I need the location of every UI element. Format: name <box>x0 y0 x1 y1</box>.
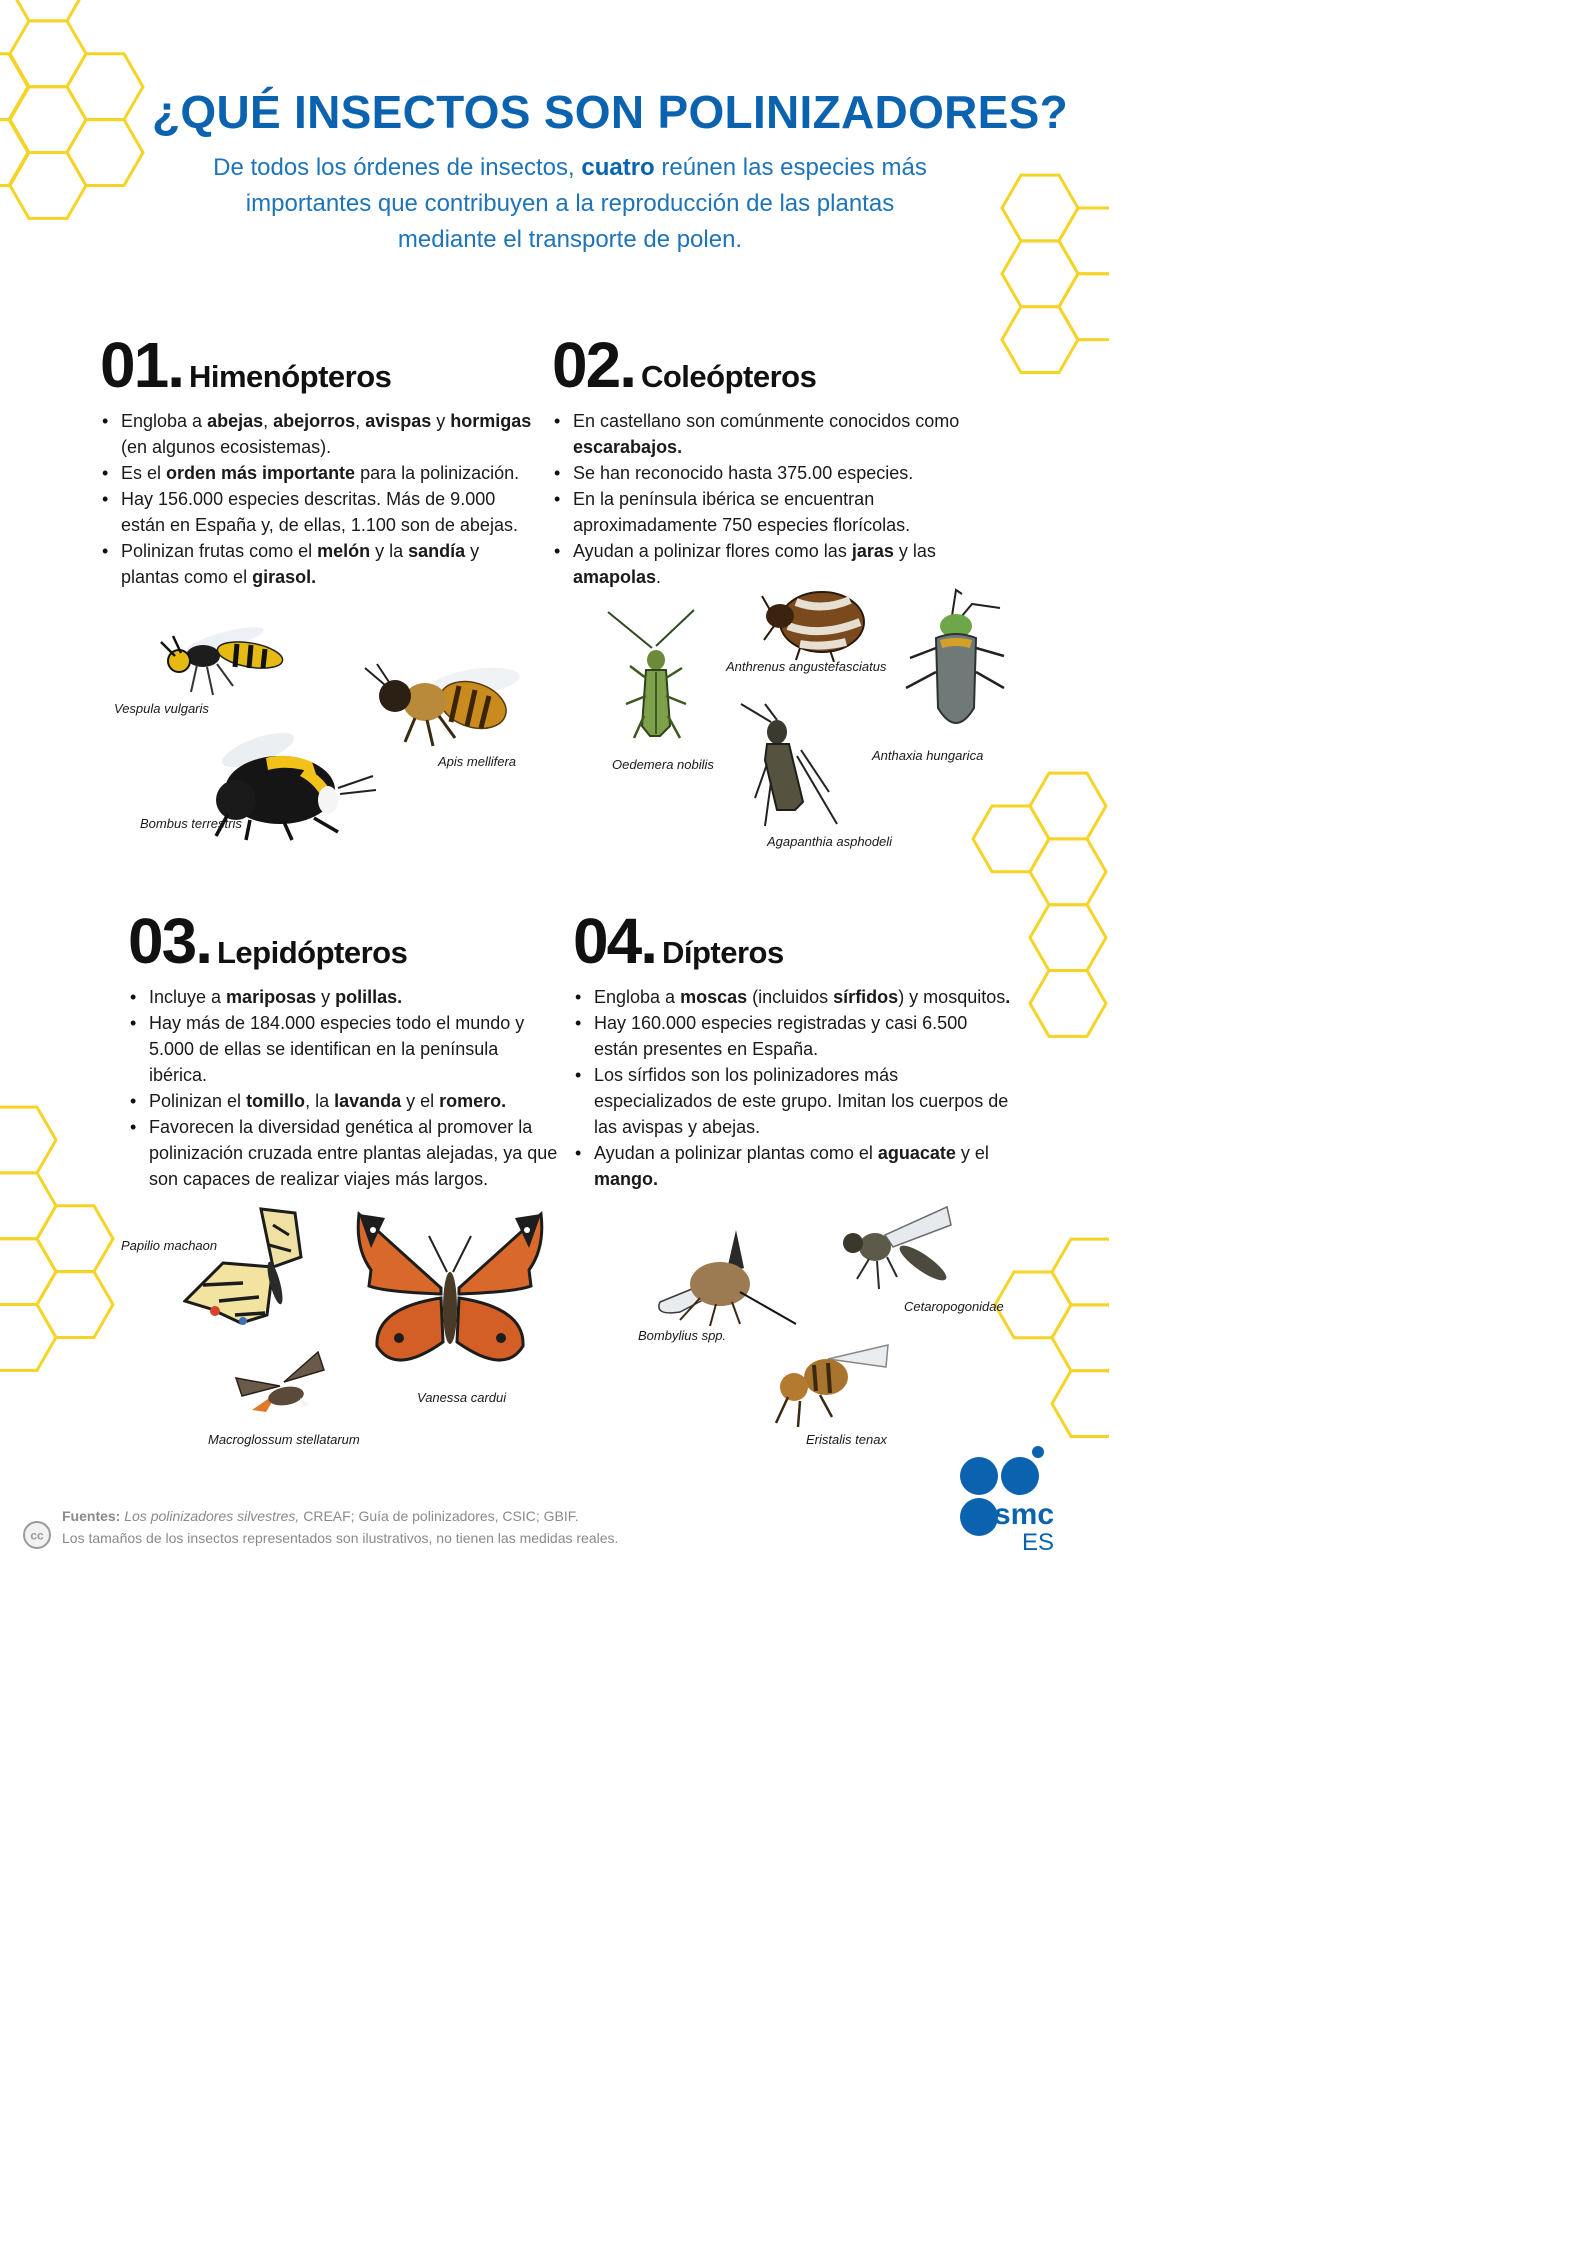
bullet-item: • Hay más de 184.000 especies todo el mundo y 5.000 de ellas se identifican en la península ibérica. <box>128 1010 558 1088</box>
bullet-list <box>100 408 540 590</box>
bullet-item: • Hay 156.000 especies descritas. Más de 9.000 están en España y, de ellas, 1.100 son de abejas. <box>100 486 540 538</box>
bullet-item: • Se han reconocido hasta 375.00 especies. <box>552 460 1002 486</box>
honeycomb-cell <box>37 1206 113 1272</box>
species-label: Agapanthia asphodeli <box>767 834 893 849</box>
species-label: Apis mellifera <box>438 754 517 769</box>
honeycomb-cell <box>1030 905 1106 971</box>
bullet-item: • Engloba a abejas, abejorros, avispas y hormigas (en algunos ecosistemas). <box>100 408 540 460</box>
section-coleopteros <box>552 328 1002 590</box>
eristalis-illustration <box>768 1325 893 1430</box>
honeycomb-cell <box>10 153 86 219</box>
species-label: Cetaropogonidae <box>904 1299 1004 1314</box>
footer <box>62 1505 618 1549</box>
wasp-illustration <box>155 620 305 705</box>
honeycomb-cell <box>1030 839 1106 905</box>
honeycomb-cell <box>1052 1305 1109 1371</box>
bullet-item: • Incluye a mariposas y polillas. <box>128 984 558 1010</box>
bullet-item: • Es el orden más importante para la polinización. <box>100 460 540 486</box>
bullet-item: • Ayudan a polinizar plantas como el aguacate y el mango. <box>573 1140 1013 1192</box>
bullet-list <box>128 984 558 1192</box>
logo-text-es: ES <box>1021 1529 1054 1554</box>
painted-lady-illustration <box>355 1208 545 1378</box>
hummingbird-moth-illustration <box>230 1348 330 1423</box>
bullet-item: • Ayudan a polinizar flores como las jaras y las amapolas. <box>552 538 1002 590</box>
section-number: 03. <box>128 905 211 977</box>
section-title: Dípteros <box>661 935 784 970</box>
bullet-item: • En castellano son comúnmente conocidos como escarabajos. <box>552 408 1002 460</box>
species-label: Vanessa cardui <box>417 1390 507 1405</box>
species-label: Papilio machaon <box>121 1238 218 1253</box>
section-title: Coleópteros <box>640 359 817 394</box>
section-number: 01. <box>100 329 183 401</box>
bullet-item: • Hay 160.000 especies registradas y casi 6.500 están presentes en España. <box>573 1010 1013 1062</box>
honeycomb-cell <box>973 806 1049 872</box>
cc-icon <box>22 1520 52 1550</box>
oedemera-illustration <box>600 608 705 753</box>
honeycomb-cell <box>1002 241 1078 307</box>
honeycomb-cell <box>10 21 86 87</box>
species-label: Anthaxia hungarica <box>872 748 984 763</box>
bullet-item: • Engloba a moscas (incluidos sírfidos) y mosquitos. <box>573 984 1013 1010</box>
species-label: Macroglossum stellatarum <box>208 1432 360 1447</box>
section-lepidopteros <box>128 904 558 1192</box>
footer-sources <box>62 1505 618 1527</box>
section-himenopteros <box>100 328 540 590</box>
agapanthia-illustration <box>737 702 847 832</box>
section-title: Himenópteros <box>188 359 392 394</box>
anthaxia-illustration <box>900 588 1010 743</box>
honeycomb-cell <box>1030 971 1106 1037</box>
honeycomb-cell <box>995 1272 1071 1338</box>
section-header <box>128 904 558 978</box>
bombylius-illustration <box>640 1228 800 1328</box>
honeycomb-cell <box>1059 274 1109 340</box>
species-label: Oedemera nobilis <box>612 757 714 772</box>
anthrenus-illustration <box>760 582 870 662</box>
honeycomb-cell <box>0 1107 56 1173</box>
honeycomb-cell <box>1030 773 1106 839</box>
section-dipteros <box>573 904 1013 1192</box>
honeycomb-cell <box>1052 1239 1109 1305</box>
bullet-list <box>573 984 1013 1192</box>
section-header <box>552 328 1002 402</box>
species-label: Bombylius spp. <box>638 1328 727 1343</box>
footer-note: Los tamaños de los insectos representados son ilustrativos, no tienen las medidas reales. <box>62 1530 619 1546</box>
subtitle-pre: De todos los órdenes de insectos, <box>213 154 582 181</box>
honeycomb-cell <box>1052 1371 1109 1437</box>
swallowtail-illustration <box>183 1205 318 1330</box>
species-label: Bombus terrestris <box>140 816 242 831</box>
honeycomb-cell <box>10 0 86 21</box>
honeycomb-cell <box>37 1272 113 1338</box>
page-subtitle <box>200 150 940 258</box>
section-header <box>573 904 1013 978</box>
sources-italic: Los polinizadores silvestres, <box>120 1508 300 1524</box>
section-header <box>100 328 540 402</box>
honeycomb-cell <box>1059 208 1109 274</box>
section-number: 02. <box>552 329 635 401</box>
sources-rest: CREAF; Guía de polinizadores, CSIC; GBIF. <box>299 1508 579 1524</box>
species-label: Vespula vulgaris <box>114 701 209 716</box>
bullet-item: • Los sírfidos son los polinizadores más especializados de este grupo. Imitan los cuerpos de las avispas y abejas. <box>573 1062 1013 1140</box>
smc-logo <box>958 1442 1058 1554</box>
bullet-list <box>552 408 1002 590</box>
bullet-item: • En la península ibérica se encuentran aproximadamente 750 especies florícolas. <box>552 486 1002 538</box>
logo-text-smc: smc <box>993 1498 1054 1531</box>
bullet-item: • Polinizan frutas como el melón y la sandía y plantas como el girasol. <box>100 538 540 590</box>
honeycomb-cell <box>0 1305 56 1371</box>
section-number: 04. <box>573 905 656 977</box>
sources-label: Fuentes: <box>62 1508 121 1524</box>
bullet-item: • Favorecen la diversidad genética al promover la polinización cruzada entre plantas alejadas, ya que son capaces de realizar viajes más largos. <box>128 1114 558 1192</box>
honeycomb-cell <box>0 1173 56 1239</box>
honeycomb-cell <box>1002 307 1078 373</box>
subtitle-bold: cuatro <box>581 154 655 181</box>
page-title: ¿QUÉ INSECTOS SON POLINIZADORES? <box>151 86 1069 138</box>
svg-text:cc: cc <box>30 1528 44 1543</box>
species-label: Anthrenus angustefasciatus <box>726 659 887 674</box>
section-title: Lepidópteros <box>216 935 408 970</box>
honeycomb-cell <box>0 1239 56 1305</box>
subtitle-post: reúnen las especies más importantes que contribuyen a la reproducción de las plantas mediante el transporte de polen. <box>245 154 927 253</box>
bullet-item: • Polinizan el tomillo, la lavanda y el romero. <box>128 1088 558 1114</box>
honeycomb-cell <box>1002 175 1078 241</box>
species-label: Eristalis tenax <box>806 1432 887 1447</box>
robber-fly-illustration <box>835 1205 955 1305</box>
